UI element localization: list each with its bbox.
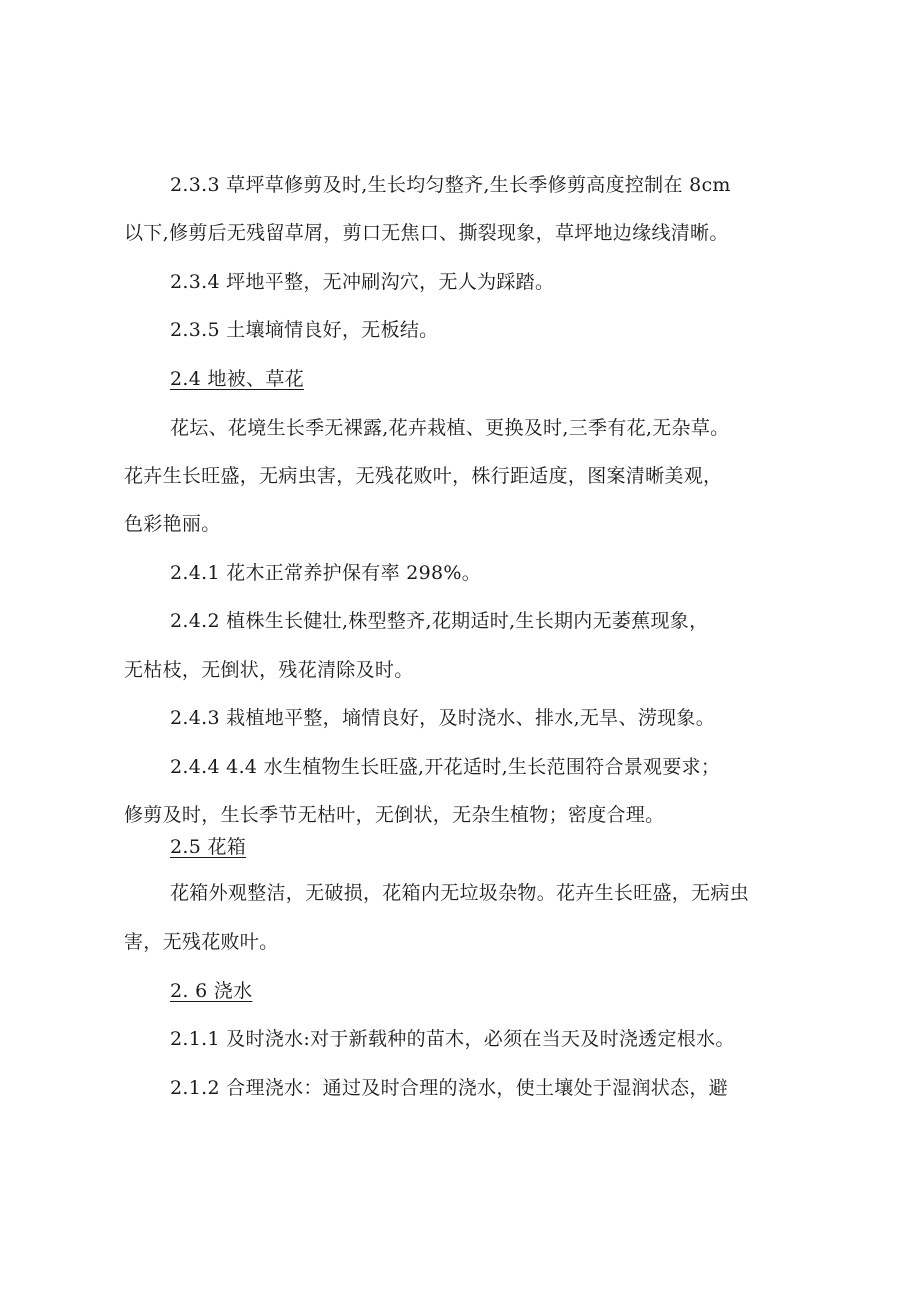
paragraph-2-4-line-3: 色彩艳丽。 — [124, 513, 221, 535]
paragraph-2-3-3-line-2: 以下,修剪后无残留草屑，剪口无焦口、撕裂现象，草坪地边缘线清晰。 — [124, 222, 729, 244]
paragraph-2-4-1: 2.4.1 花木正常养护保有率 298%。 — [170, 562, 482, 584]
paragraph-2-4-2-line-1: 2.4.2 植株生长健壮,株型整齐,花期适时,生长期内无萎蕉现象， — [170, 610, 709, 632]
paragraph-2-3-5: 2.3.5 土壤墒情良好，无板结。 — [170, 319, 439, 341]
paragraph-2-5-line-1: 花箱外观整洁，无破损，花箱内无垃圾杂物。花卉生长旺盛，无病虫 — [170, 882, 750, 904]
paragraph-2-3-3-line-1: 2.3.3 草坪草修剪及时,生长均匀整齐,生长季修剪高度控制在 8cm — [170, 174, 731, 196]
paragraph-2-3-4: 2.3.4 坪地平整，无冲刷沟穴，无人为踩踏。 — [170, 271, 555, 293]
paragraph-2-4-2-line-2: 无枯枝，无倒状，残花清除及时。 — [124, 659, 414, 681]
paragraph-2-4-4-line-2: 修剪及时，生长季节无枯叶，无倒状，无杂生植物；密度合理。 — [124, 804, 665, 826]
heading-2-5: 2.5 花箱 — [170, 836, 247, 858]
paragraph-2-5-line-2: 害，无残花败叶。 — [124, 931, 279, 953]
paragraph-2-4-line-2: 花卉生长旺盛，无病虫害，无残花败叶，株行距适度，图案清晰美观， — [124, 465, 723, 487]
paragraph-2-4-line-1: 花坛、花境生长季无裸露,花卉栽植、更换及时,三季有花,无杂草。 — [170, 417, 730, 439]
paragraph-2-4-4-line-1: 2.4.4 4.4 水生植物生长旺盛,开花适时,生长范围符合景观要求； — [170, 756, 721, 778]
paragraph-2-4-3: 2.4.3 栽植地平整，墒情良好，及时浇水、排水,无旱、涝现象。 — [170, 707, 716, 729]
paragraph-2-1-2: 2.1.2 合理浇水：通过及时合理的浇水，使土壤处于湿润状态，避 — [170, 1077, 728, 1099]
paragraph-2-1-1: 2.1.1 及时浇水:对于新载种的苗木，必须在当天及时浇透定根水。 — [170, 1028, 735, 1050]
heading-2-4: 2.4 地被、草花 — [170, 368, 304, 390]
heading-2-6: 2. 6 浇水 — [170, 980, 253, 1002]
